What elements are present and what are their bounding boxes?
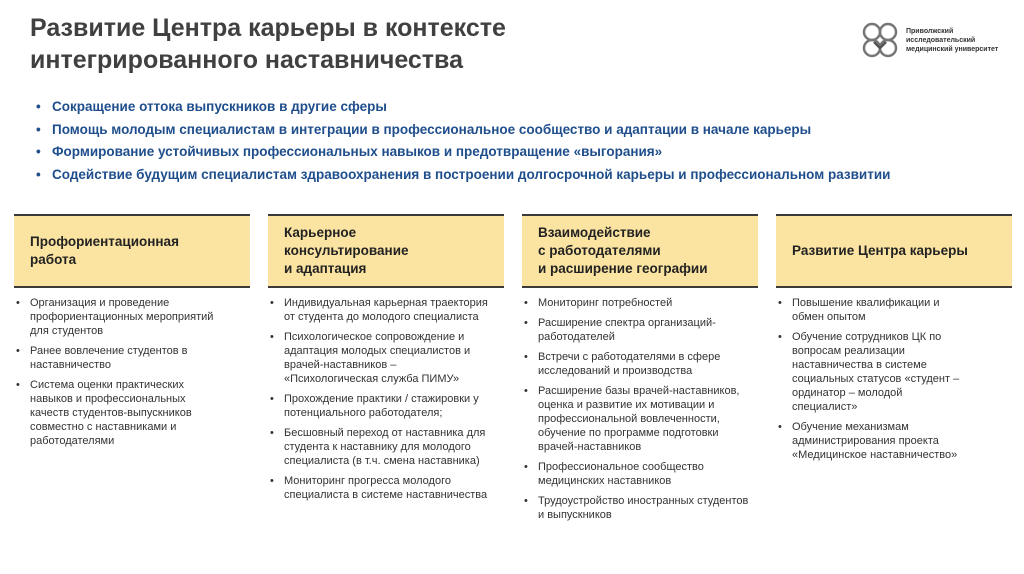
list-item: • Повышение квалификации и обмен опытом: [776, 296, 1012, 324]
column-center-development: [776, 214, 1012, 468]
column-career-guidance: [14, 214, 250, 454]
logo-text: Приволжский исследовательский медицинский университет: [906, 27, 999, 53]
list-item: • Система оценки практических навыков и профессиональных качеств студентов-выпускников совместно с наставниками и работодателями: [14, 378, 250, 448]
slide-title: Развитие Центра карьеры в контексте интегрированного наставничества: [30, 14, 506, 74]
goals-list: [34, 96, 890, 186]
list-item: • Обучение механизмам администрирования проекта «Медицинское наставничество»: [776, 420, 1012, 462]
column-career-counseling: [268, 214, 504, 508]
list-item: • Обучение сотрудников ЦК по вопросам реализации наставничества в системе социальных статусов «студент – ординатор – молодой специалист»: [776, 330, 1012, 414]
list-item: • Ранее вовлечение студентов в наставничество: [14, 344, 250, 372]
column-header: Профориентационная работа: [14, 214, 250, 288]
column-header: Карьерное консультирование и адаптация: [268, 214, 504, 288]
list-item: • Прохождение практики / стажировки у потенциального работодателя;: [268, 392, 504, 420]
goal-item: • Помощь молодым специалистам в интеграции в профессиональное сообщество и адаптации в начале карьеры: [34, 119, 890, 142]
university-logo: [860, 20, 1006, 60]
list-item: • Расширение спектра организаций- работодателей: [522, 316, 758, 344]
column-employers: [522, 214, 758, 528]
list-item: • Мониторинг прогресса молодого специалиста в системе наставничества: [268, 474, 504, 502]
list-item: • Расширение базы врачей-наставников, оценка и развитие их мотивации и профессиональной вовлеченности, обучение по программе подготовки врачей-наставников: [522, 384, 758, 454]
list-item: • Организация и проведение профориентационных мероприятий для студентов: [14, 296, 250, 338]
list-item: • Трудоустройство иностранных студентов и выпускников: [522, 494, 758, 522]
goal-item: • Содействие будущим специалистам здравоохранения в построении долгосрочной карьеры и профессиональном развитии: [34, 164, 890, 187]
goal-item: • Сокращение оттока выпускников в другие сферы: [34, 96, 890, 119]
column-header: Развитие Центра карьеры: [776, 214, 1012, 288]
list-item: • Индивидуальная карьерная траектория от студента до молодого специалиста: [268, 296, 504, 324]
list-item: • Бесшовный переход от наставника для студента к наставнику для молодого специалиста (в т.ч. смена наставника): [268, 426, 504, 468]
list-item: • Встречи с работодателями в сфере исследований и производства: [522, 350, 758, 378]
list-item: • Психологическое сопровождение и адаптация молодых специалистов и врачей-наставников – «Психологическая служба ПИМУ»: [268, 330, 504, 386]
column-header: Взаимодействие с работодателями и расширение географии: [522, 214, 758, 288]
list-item: • Мониторинг потребностей: [522, 296, 758, 310]
goal-item: • Формирование устойчивых профессиональных навыков и предотвращение «выгорания»: [34, 141, 890, 164]
pimu-logo-icon: [860, 20, 900, 60]
list-item: • Профессиональное сообщество медицинских наставников: [522, 460, 758, 488]
